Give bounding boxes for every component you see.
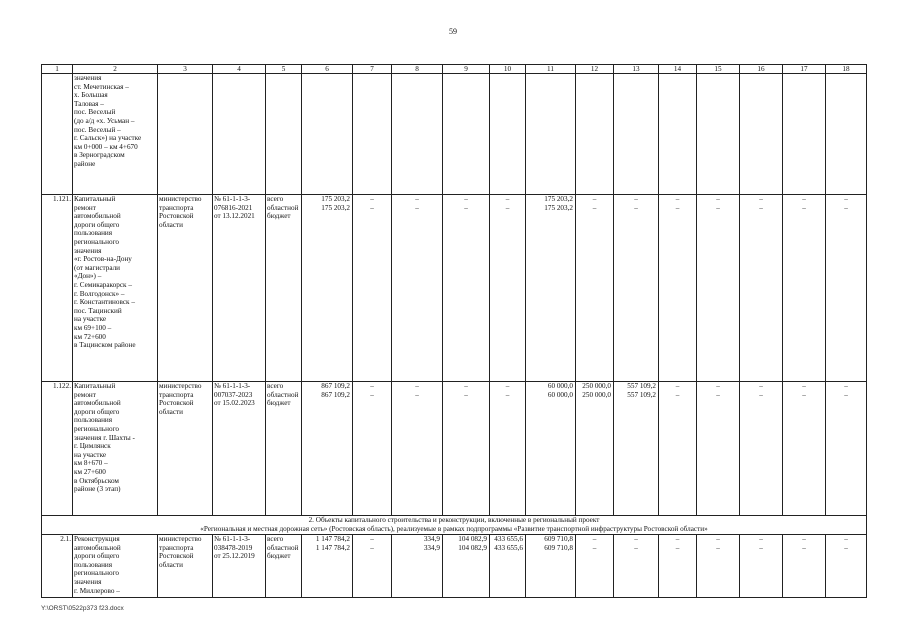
amount-value: – <box>759 543 763 552</box>
funding-source: всего <box>267 382 284 390</box>
amount-value: – <box>844 195 848 203</box>
column-number-6: 6 <box>302 65 353 74</box>
amount-value: 867 109,2 <box>321 382 350 390</box>
amount-value: – <box>505 382 510 390</box>
executor: министерство транспорта Ростовской области <box>159 382 202 416</box>
column-number-3: 3 <box>158 65 213 74</box>
funding-source: всего <box>267 195 284 203</box>
amount-value: – <box>634 543 638 552</box>
amount-value: – <box>370 535 374 543</box>
amount-value: – <box>759 203 763 212</box>
funding-source: областной бюджет <box>267 543 299 561</box>
amount-value: – <box>802 390 806 399</box>
amount-value: – <box>415 382 419 390</box>
amount-value: – <box>675 543 680 552</box>
column-number-12: 12 <box>576 65 614 74</box>
object-name: Капитальный ремонт автомобильной дороги общего пользования регионального значения г. Шахты - г. Цимлянск на участке км 8+670 – км 27+600 в Октябрьском районе (3 этап) <box>74 382 135 494</box>
amount-value: 609 710,8 <box>544 535 573 543</box>
column-number-2: 2 <box>73 65 158 74</box>
amount-value: 1 147 784,2 <box>315 543 350 552</box>
row-number: 1.122. <box>53 382 71 390</box>
amount-value: – <box>844 535 848 543</box>
amount-value: – <box>415 195 419 203</box>
amount-value: 334,9 <box>423 543 440 552</box>
row-number: 2.1. <box>60 535 71 543</box>
table-row-continuation <box>42 74 867 195</box>
table-row-1-121 <box>42 195 867 382</box>
column-number-10: 10 <box>490 65 526 74</box>
amount-value: 557 109,2 <box>627 382 656 390</box>
section-title-line-1: 2. Объекты капитального строительства и реконструкции, включенные в региональный проект <box>308 516 600 524</box>
amount-value: – <box>464 203 468 212</box>
amount-value: – <box>675 195 680 203</box>
column-number-7: 7 <box>353 65 392 74</box>
amount-value: 104 082,9 <box>458 535 487 543</box>
financing-table <box>41 64 867 598</box>
amount-value: – <box>634 203 638 212</box>
table-row-2-1 <box>42 535 867 598</box>
amount-value: 175 203,2 <box>321 203 350 212</box>
amount-value: – <box>505 195 510 203</box>
amount-value: – <box>844 543 848 552</box>
column-number-18: 18 <box>826 65 867 74</box>
amount-value: – <box>802 203 806 212</box>
column-number-1: 1 <box>42 65 73 74</box>
document-number: № 61-1-1-3- 076816-2021 от 13.12.2021 <box>214 195 255 221</box>
amount-value: – <box>759 390 763 399</box>
amount-value: – <box>592 195 597 203</box>
amount-value: – <box>716 535 720 543</box>
amount-value: 433 655,6 <box>494 535 523 543</box>
amount-value: – <box>716 382 720 390</box>
amount-value: 609 710,8 <box>544 543 573 552</box>
amount-value: – <box>464 195 468 203</box>
amount-value: – <box>716 390 720 399</box>
amount-value: – <box>464 382 468 390</box>
funding-source: областной бюджет <box>267 203 299 221</box>
page-number: 59 <box>449 27 457 36</box>
amount-value: – <box>675 535 680 543</box>
amount-value: 1 147 784,2 <box>315 535 350 543</box>
column-number-13: 13 <box>614 65 659 74</box>
amount-value: – <box>802 195 806 203</box>
amount-value: – <box>675 382 680 390</box>
funding-source: областной бюджет <box>267 390 299 408</box>
amount-value: 557 109,2 <box>627 390 656 399</box>
column-number-17: 17 <box>783 65 826 74</box>
section-header-row <box>42 516 867 535</box>
column-number-4: 4 <box>213 65 266 74</box>
object-name: Капитальный ремонт автомобильной дороги общего пользования регионального значения «г. Ростов-на-Дону (от магистрали «Дон») – г. Семикаракорск – г. Волгодонск» – г. Константиновск – пос. Тацинский на участке км 69+100 – км 72+600 в Тацинском районе <box>74 195 136 350</box>
funding-source: всего <box>267 535 284 543</box>
amount-value: 867 109,2 <box>321 390 350 399</box>
amount-value: – <box>592 203 597 212</box>
document-number: № 61-1-1-3- 038478-2019 от 25.12.2019 <box>214 535 255 561</box>
executor: министерство транспорта Ростовской области <box>159 195 202 229</box>
amount-value: – <box>802 543 806 552</box>
object-name: Реконструкция автомобильной дороги общего пользования регионального значения г. Миллерово – <box>74 535 121 595</box>
amount-value: – <box>592 535 597 543</box>
amount-value: – <box>634 535 638 543</box>
amount-value: – <box>844 203 848 212</box>
amount-value: 175 203,2 <box>544 203 573 212</box>
column-number-9: 9 <box>443 65 490 74</box>
amount-value: – <box>464 390 468 399</box>
amount-value: 334,9 <box>423 535 440 543</box>
amount-value: – <box>716 543 720 552</box>
amount-value: – <box>759 382 763 390</box>
amount-value: – <box>592 543 597 552</box>
amount-value: 104 082,9 <box>458 543 487 552</box>
amount-value: – <box>759 535 763 543</box>
amount-value: – <box>675 390 680 399</box>
executor: министерство транспорта Ростовской области <box>159 535 202 569</box>
column-number-16: 16 <box>740 65 783 74</box>
amount-value: – <box>759 195 763 203</box>
amount-value: – <box>844 390 848 399</box>
column-number-8: 8 <box>392 65 443 74</box>
amount-value: 175 203,2 <box>321 195 350 203</box>
amount-value: – <box>716 203 720 212</box>
amount-value: 250 000,0 <box>582 382 611 390</box>
amount-value: – <box>415 390 419 399</box>
amount-value: – <box>802 535 806 543</box>
amount-value: – <box>802 382 806 390</box>
column-number-row <box>42 65 867 74</box>
file-path-footer: Y:\ORST\0522p373 f23.docx <box>41 605 124 612</box>
amount-value: 433 655,6 <box>494 543 523 552</box>
amount-value: 175 203,2 <box>544 195 573 203</box>
amount-value: – <box>716 195 720 203</box>
row-number: 1.121. <box>53 195 71 203</box>
object-name: значения ст. Мечетинская – х. Большая Таловая – пос. Веселый (до а/д «х. Усьман – пос. Веселый – г. Сальск») на участке км 0+000 – км 4+670 в Зерноградском районе <box>74 74 142 168</box>
amount-value: – <box>370 390 374 399</box>
amount-value: – <box>370 203 374 212</box>
amount-value: – <box>634 195 638 203</box>
document-number: № 61-1-1-3- 007037-2023 от 15.02.2023 <box>214 382 255 408</box>
amount-value: – <box>505 203 510 212</box>
amount-value: 60 000,0 <box>547 382 573 390</box>
amount-value: 60 000,0 <box>547 390 573 399</box>
column-number-15: 15 <box>697 65 740 74</box>
column-number-5: 5 <box>266 65 302 74</box>
amount-value: – <box>505 390 510 399</box>
amount-value: – <box>370 195 374 203</box>
amount-value: – <box>370 543 374 552</box>
section-title-line-2: «Региональная и местная дорожная сеть» (Ростовская область), реализуемые в рамках подпрограммы «Развитие транспортной инфраструктуры Ростовской области» <box>200 525 708 533</box>
amount-value: – <box>675 203 680 212</box>
amount-value: 250 000,0 <box>582 390 611 399</box>
column-number-11: 11 <box>526 65 576 74</box>
amount-value: – <box>370 382 374 390</box>
table-row-1-122 <box>42 382 867 516</box>
amount-value: – <box>844 382 848 390</box>
amount-value: – <box>415 203 419 212</box>
column-number-14: 14 <box>659 65 697 74</box>
